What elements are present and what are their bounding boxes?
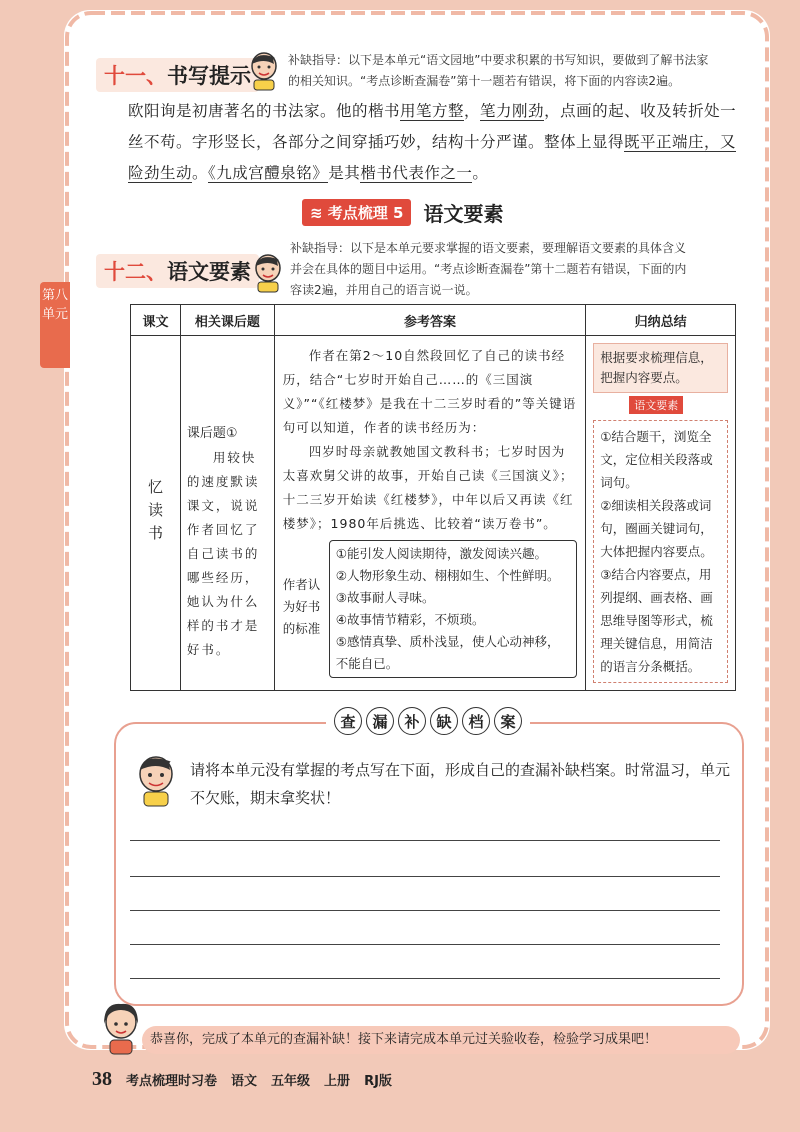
lesson-cell <box>131 336 181 691</box>
summary-item: ②细读相关段落或词句，圈画关键词句，大体把握内容要点。 <box>600 498 713 559</box>
answer-cell <box>274 336 585 691</box>
summary-tag: 语文要素 <box>629 396 683 414</box>
summary-top: 根据要求梳理信息，把握内容要点。 <box>593 343 728 393</box>
table-header-row <box>131 305 736 336</box>
elements-table <box>130 304 736 691</box>
footer-subject: 语文 <box>231 1074 258 1089</box>
section12-guide-line2: 并会在具体的题目中运用。“考点诊断查漏卷”第十二题若有错误，下面的内 <box>290 262 687 276</box>
section11-title <box>96 58 259 92</box>
section12-guide-line1: 补缺指导：以下是本单元要求掌握的语文要素，要理解语文要素的具体含义 <box>290 241 687 255</box>
header-summary: 归纳总结 <box>586 305 736 336</box>
standard-item: ⑤感情真挚、质朴浅显，使人心动神移，不能自已。 <box>335 634 560 671</box>
footer-book: 考点梳理时习卷 <box>126 1074 218 1089</box>
section11-guide-line1: 补缺指导：以下是本单元“语文园地”中要求积累的书写知识，要做到了解书法家 <box>288 53 709 67</box>
standard-item: ③故事耐人寻味。 <box>335 590 435 605</box>
section12-title <box>96 254 259 288</box>
girl-avatar-icon <box>98 1000 144 1056</box>
section12-guide <box>290 238 746 301</box>
boy-avatar-icon <box>132 752 180 808</box>
writing-line[interactable] <box>130 840 720 841</box>
section12-title-text: 语文要素 <box>167 260 251 284</box>
lesson-name: 忆读书 <box>145 478 164 548</box>
boy-avatar-icon <box>246 50 282 92</box>
para-text: 。 <box>192 164 209 182</box>
unit-side-tab: 第八单元 <box>40 282 70 368</box>
boy-avatar-icon <box>250 252 286 294</box>
standards-label: 作者认为好书的标准 <box>282 577 321 636</box>
section12-guide-line3: 容读2遍，并用自己的语言说一说。 <box>290 283 478 297</box>
review-title <box>326 707 530 735</box>
para-text: ，点画的起、收及转折处一丝不苟。字形竖长，各部分之间穿插巧妙，结构十分严谨。整体上显得 <box>128 102 737 151</box>
writing-line[interactable] <box>130 876 720 877</box>
topic-banner <box>302 198 503 226</box>
review-instruction: 请将本单元没有掌握的考点写在下面，形成自己的查漏补缺档案。时常温习，单元不欠账，期末拿奖状！ <box>190 761 731 807</box>
para-underline: 用笔方整 <box>400 102 465 120</box>
header-lesson: 课文 <box>131 305 181 336</box>
answer-p1: 作者在第2～10自然段回忆了自己的读书经历，结合“七岁时开始自己……的《三国演义》”“《红楼梦》是我在十二三岁时看的”等关键语句可以知道，作者的读书经历为： <box>282 348 577 435</box>
summary-item: ③结合内容要点，用列提纲、画表格、画思维导图等形式，梳理关键信息，用简洁的语言分条概括。 <box>600 567 713 674</box>
header-question: 相关课后题 <box>180 305 274 336</box>
writing-line[interactable] <box>130 910 720 911</box>
summary-item: ①结合题干，浏览全文，定位相关段落或词句。 <box>600 429 713 490</box>
footer-grade: 五年级 <box>271 1074 311 1089</box>
page-number: 38 <box>92 1068 112 1090</box>
writing-line[interactable] <box>130 944 720 945</box>
standard-item: ②人物形象生动、栩栩如生、个性鲜明。 <box>335 568 560 583</box>
footer-edition: RJ版 <box>364 1074 392 1089</box>
review-title-char: 档 <box>462 707 490 735</box>
banner-tag: ≋ 考点梳理 5 <box>302 199 411 226</box>
final-note: 恭喜你，完成了本单元的查漏补缺！接下来请完成本单元过关验收卷，检验学习成果吧！ <box>142 1026 740 1054</box>
para-underline: 《九成宫醴泉铭》 <box>208 164 329 182</box>
review-title-char: 漏 <box>366 707 394 735</box>
standards-list <box>329 540 577 678</box>
section11-title-text: 书写提示 <box>167 64 251 88</box>
footer-term: 上册 <box>324 1074 351 1089</box>
summary-cell <box>586 336 736 691</box>
para-underline: 楷书代表作之一 <box>360 164 473 182</box>
standards-block <box>283 540 577 678</box>
question-body: 用较快的速度默读课文，说说作者回忆了自己读书的哪些经历，她认为什么样的书才是好书。 <box>186 450 260 657</box>
table-row <box>131 336 736 691</box>
footer <box>92 1068 392 1091</box>
review-title-char: 查 <box>334 707 362 735</box>
header-answer: 参考答案 <box>274 305 585 336</box>
para-underline: 笔力刚劲 <box>480 102 545 120</box>
standard-item: ④故事情节精彩，不烦琐。 <box>335 612 485 627</box>
review-title-char: 案 <box>494 707 522 735</box>
answer-p2: 四岁时母亲就教她国文教科书；七岁时因为太喜欢舅父讲的故事，开始自己读《三国演义》；十二三岁开始读《红楼梦》，中年以后又再读《红楼梦》；1980年后挑选、比较着“读万卷书”。 <box>282 444 574 531</box>
para-underline: 既平正端庄，又险劲生动 <box>128 133 737 182</box>
para-text: 欧阳询是初唐著名的书法家。他的楷书 <box>128 102 401 120</box>
section11-guide <box>288 50 744 92</box>
summary-list <box>593 420 728 683</box>
section12-num: 十二、 <box>104 260 167 284</box>
para-text: 是其 <box>328 164 361 182</box>
section11-paragraph <box>128 96 748 189</box>
para-text: ， <box>464 102 481 120</box>
section11-guide-line2: 的相关知识。“考点诊断查漏卷”第十一题若有错误，将下面的内容读2遍。 <box>288 74 681 88</box>
writing-line[interactable] <box>130 978 720 979</box>
review-title-char: 补 <box>398 707 426 735</box>
summary-box <box>593 343 728 683</box>
section11-num: 十一、 <box>104 64 167 88</box>
question-cell <box>180 336 274 691</box>
standard-item: ①能引发人阅读期待，激发阅读兴趣。 <box>335 546 548 561</box>
question-title: 课后题① <box>186 426 238 441</box>
para-text: 。 <box>472 164 489 182</box>
review-title-char: 缺 <box>430 707 458 735</box>
banner-title: 语文要素 <box>423 201 504 226</box>
